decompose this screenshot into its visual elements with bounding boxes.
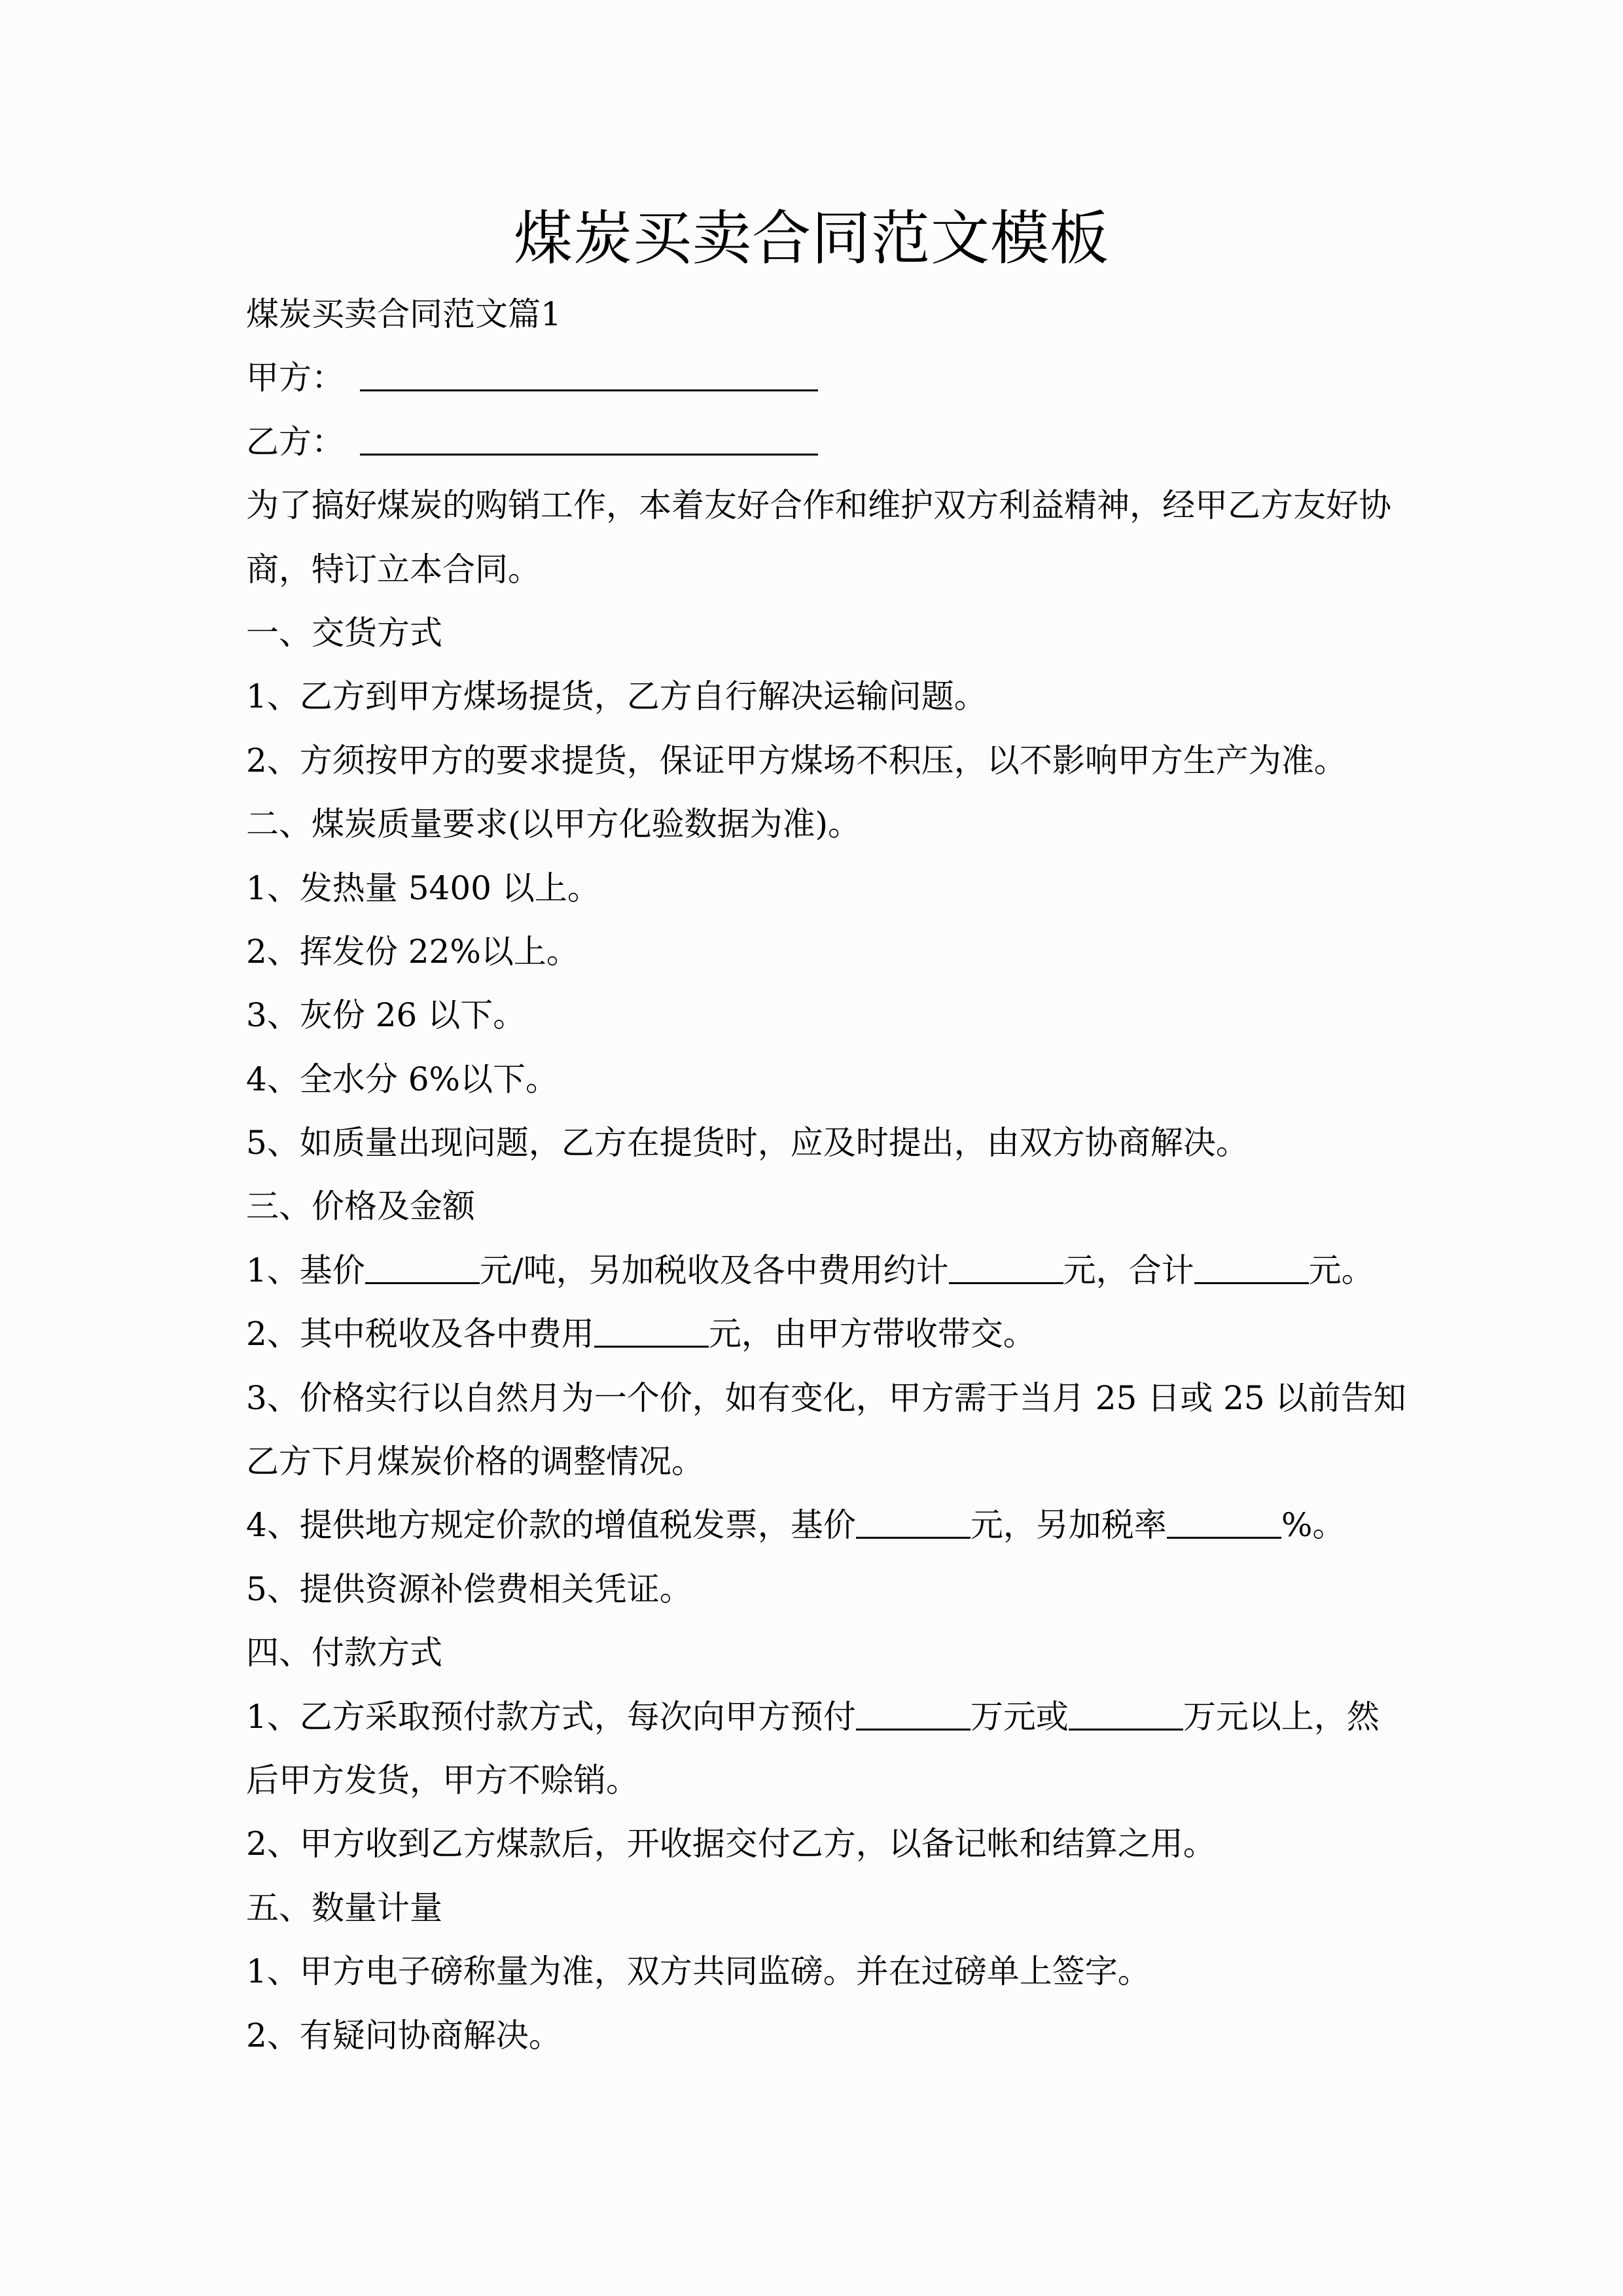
subtitle: 煤炭买卖合同范文篇1 xyxy=(246,295,562,333)
section-item-continued: 后甲方发货，甲方不赊销。 xyxy=(246,1761,639,1799)
text-segment: 万元以上，然 xyxy=(1183,1697,1380,1736)
section-heading-delivery: 一、交货方式 xyxy=(246,613,442,652)
base-price-blank xyxy=(365,1248,480,1284)
section-heading-quantity: 五、数量计量 xyxy=(246,1888,442,1927)
section-item: 4、全水分 6%以下。 xyxy=(246,1060,559,1098)
text-segment: 2、其中税收及各中费用 xyxy=(246,1315,594,1354)
section-heading-quality: 二、煤炭质量要求(以甲方化验数据为准)。 xyxy=(246,805,861,844)
invoice-base-price-blank xyxy=(856,1503,971,1539)
section-item xyxy=(246,1239,1378,1302)
party-a-line xyxy=(246,346,1378,410)
section-item: 2、挥发份 22%以上。 xyxy=(246,932,579,971)
fees-blank xyxy=(949,1248,1063,1284)
text-segment: 1、乙方采取预付款方式，每次向甲方预付 xyxy=(246,1697,856,1736)
section-item: 2、方须按甲方的要求提货，保证甲方煤场不积压，以不影响甲方生产为准。 xyxy=(246,741,1347,780)
text-segment: 元，另加税率 xyxy=(970,1506,1167,1545)
section-item: 2、甲方收到乙方煤款后，开收据交付乙方，以备记帐和结算之用。 xyxy=(246,1825,1216,1863)
tax-rate-blank xyxy=(1167,1503,1281,1539)
section-item: 1、发热量 5400 以上。 xyxy=(246,869,600,907)
text-segment: 元，合计 xyxy=(1063,1251,1194,1289)
text-segment: 元，由甲方带收带交。 xyxy=(708,1315,1036,1354)
section-item xyxy=(246,1302,1378,1366)
tax-fees-blank xyxy=(594,1312,709,1348)
section-item: 2、有疑问协商解决。 xyxy=(246,2016,562,2054)
text-segment: 元。 xyxy=(1308,1251,1374,1289)
section-item: 3、灰份 26 以下。 xyxy=(246,996,526,1035)
text-segment: 4、提供地方规定价款的增值税发票，基价 xyxy=(246,1506,856,1545)
document-body xyxy=(246,283,1406,2068)
party-a-blank xyxy=(360,355,818,391)
text-segment: 万元或 xyxy=(970,1697,1069,1736)
section-item: 1、乙方到甲方煤场提货，乙方自行解决运输问题。 xyxy=(246,677,987,716)
text-segment: %。 xyxy=(1281,1506,1346,1545)
section-item xyxy=(246,1685,1378,1749)
section-item: 1、甲方电子磅称量为准，双方共同监磅。并在过磅单上签字。 xyxy=(246,1952,1150,1991)
text-segment: 元/吨，另加税收及各中费用约计 xyxy=(479,1251,949,1289)
total-blank xyxy=(1194,1248,1309,1284)
section-heading-payment: 四、付款方式 xyxy=(246,1634,442,1672)
section-item-continued: 乙方下月煤炭价格的调整情况。 xyxy=(246,1443,704,1481)
prepay-amount-blank xyxy=(856,1695,971,1731)
text-segment: 1、基价 xyxy=(246,1251,365,1289)
section-item xyxy=(246,1494,1378,1557)
party-a-label: 甲方： xyxy=(246,359,344,397)
intro-line-1: 为了搞好煤炭的购销工作，本着友好合作和维护双方利益精神，经甲乙方友好协 xyxy=(246,486,1391,525)
party-b-label: 乙方： xyxy=(246,422,344,461)
section-heading-price: 三、价格及金额 xyxy=(246,1187,475,1226)
section-item: 3、价格实行以自然月为一个价，如有变化，甲方需于当月 25 日或 25 以前告知 xyxy=(246,1378,1406,1417)
intro-line-2: 商，特订立本合同。 xyxy=(246,550,541,588)
section-item: 5、如质量出现问题，乙方在提货时，应及时提出，由双方协商解决。 xyxy=(246,1124,1249,1162)
document-title: 煤炭买卖合同范文模板 xyxy=(514,204,1109,273)
section-item: 5、提供资源补偿费相关凭证。 xyxy=(246,1570,692,1608)
party-b-blank xyxy=(360,420,818,456)
party-b-line xyxy=(246,410,1378,474)
prepay-min-blank xyxy=(1069,1695,1183,1731)
